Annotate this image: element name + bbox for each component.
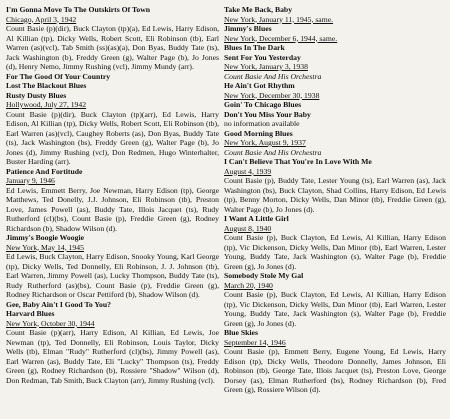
recording-place-date: New York, December 6, 1944, same. — [224, 33, 338, 43]
recording-place-date: New York, May 14, 1945 — [6, 242, 84, 252]
track-title: Blues In The Dark — [224, 43, 285, 52]
track-title: For The Good Of Your Country — [6, 71, 111, 81]
track-title: Blue Skies — [224, 328, 258, 337]
recording-place-date: New York, December 30, 1938 — [224, 90, 320, 100]
track-entry — [224, 5, 446, 24]
track-title: Lost The Blackout Blues — [6, 81, 87, 90]
track-title: Gee, Baby Ain't I Good To You? — [6, 299, 112, 309]
track-entry — [224, 271, 446, 328]
track-entry — [224, 43, 446, 81]
recording-place-date: Hollywood, July 27, 1942 — [6, 100, 87, 109]
recording-place-date: New York, October 30, 1944 — [6, 318, 95, 328]
personnel-text: Count Basie (p), Buck Clayton, Ed Lewis, Al Killian, Harry Edison (tp), Vic Dickenson, Dicky Wells, Dan Minor (tb), Earl Warren, Lester Young, Buddy Tate, Jack Washington (s), Walter Page (b), Freddie Green (g), Jo Jones (d). — [224, 233, 446, 271]
track-title: I'm Gonna Move To The Outskirts Of Town — [6, 5, 151, 14]
right-column — [224, 5, 446, 419]
track-title: He Ain't Got Rhythm — [224, 81, 295, 90]
recording-place-date: New York, January 11, 1945, same. — [224, 14, 334, 24]
track-entry — [6, 300, 219, 386]
recording-place-date: September 14, 1946 — [224, 337, 286, 347]
personnel-text: Count Basie (p)(dir), Buck Clayton (tp)(arr), Ed Lewis, Harry Edison, Al Killian (tp), Dicky Wells, Robert Scott, Eli Robinson (tb), Earl Warren (as)(vcl), Caughey Roberts (as), Don Byas, Buddy Tate (ts), Jack Washington (bs), Freddy Green (g), Walter Page (b), Jo Jones (d), Jimmy Rushing (vcl), Don Redmen, Hugo Winterhalter, Buster Harding (arr). — [6, 109, 219, 166]
recording-place-date: January 9, 1946 — [6, 176, 55, 185]
band-name: Count Basie And His Orchestra — [224, 147, 322, 157]
track-title: Take Me Back, Baby — [224, 5, 293, 14]
track-title: I Can't Believe That You're In Love With Me — [224, 157, 372, 166]
recording-place-date: August 8, 1940 — [224, 223, 272, 233]
recording-place-date: Chicago, April 3, 1942 — [6, 14, 77, 24]
recording-place-date: New York, August 9, 1937 — [224, 138, 306, 147]
track-entry — [224, 100, 446, 129]
track-entry — [6, 72, 219, 167]
personnel-text: Count Basie (p)(arr), Harry Edison, Al Killian, Ed Lewis, Joe Newman (tp), Ted Donnelly, Eli Robinson, Louis Taylor, Dicky Wells (tb), Elman "Rudy" Rutherford (cl)(bs), Jimmy Powell (as), Earl Warren (as), Buddy Tate, Eli "Lucky" Thompson (ts), Freddy Green (g), Rodney Richardson (b), Rossiere "Shadow" Wilson (d), Don Redman, Tab Smith, Buck Clayton (arr), Jimmy Rushing (vcl). — [6, 328, 219, 385]
track-entry — [224, 129, 446, 158]
track-title: I Want A Little Girl — [224, 214, 289, 223]
track-entry — [6, 5, 219, 72]
track-title: Jimmy's Blues — [224, 24, 272, 33]
left-column — [6, 5, 219, 419]
recording-place-date: New York, January 3, 1938 — [224, 62, 308, 71]
personnel-text: Ed Lewis, Emmett Berry, Joe Newman, Harry Edison (tp), George Matthews, Ted Donelly, J.J. Johnson, Eli Robinson (tb), Preston Love, James Powell (as), Buddy Tate, Illois Jacquet (ts), Rudy Rutherford (cl)(bs), Count Basie (p), Freddie Green (g), Rodney Richardson (b), Shadow Wilson (d). — [6, 185, 219, 233]
track-entry — [6, 167, 219, 234]
track-entry — [224, 214, 446, 271]
recording-place-date: March 20, 1940 — [224, 280, 273, 290]
track-title: Patience And Fortitude — [6, 166, 83, 176]
track-title: Rusty Dusty Blues — [6, 90, 67, 100]
track-entry — [224, 81, 446, 100]
personnel-text: Count Basie (p), Emmett Berry, Eugene Young, Ed Lewis, Harry Edison (tp), Dicky Wells, Theodore Donnelly, James Johnson, Eli Robinson (tb), George Tate, Illois Jacquet (ts), Preston Love, George Dorsey (as), Elman Rutherford (bs), Rodney Richardson (b), Fred Green (g), Rossiere Wilson (d). — [224, 347, 446, 394]
band-name: Count Basie And His Orchestra — [224, 71, 322, 81]
track-entry — [6, 233, 219, 300]
recording-place-date: August 4, 1939 — [224, 166, 272, 176]
note-line: no information available — [224, 119, 300, 128]
track-title: Somebody Stole My Gal — [224, 271, 304, 280]
personnel-text: Ed Lewis, Buck Clayton, Harry Edison, Snooky Young, Karl George (tp), Dicky Wells, Ted Donnelly, Eli Robinson, J. J. Johnson (tb), Earl Warren, Jimmy Powell (as), Lucky Thompson, Buddy Tate (ts), Rudy Rutherford (as)(bs), Count Basie (p), Freddie Green (g), Rodney Richardson or Oscar Pettiford (b), Shadow Wilson (d). — [6, 252, 219, 299]
track-title: Sent For You Yesterday — [224, 52, 301, 62]
personnel-text: Count Basie (p)(dir), Buck Clayton (tp)(a), Ed Lewis, Harry Edison, Al Killian (tp), Dicky Wells, Robert Scott, Eli Robinson (tb), Earl Warren (as)(vcl), Tab Smith (ss)(as)(a), Don Byas, Buddy Tate (ts), Jack Washington (b), Freddy Green (g), Walter Page (b), Jo Jones (d), Henry Nemo, Jimmy Rushing (vcl), Jimmy Mundy (arr). — [6, 24, 219, 71]
track-entry — [224, 157, 446, 214]
personnel-text: Count Basie (p), Buck Clayton, Ed Lewis, Al Killian, Harry Edison (tp), Vic Dickenson, Dicky Wells, Dan Minor (tb), Earl Warren, Lester Young, Buddy Tate, Jack Washington (s), Walter Page (b), Freddie Green (g), Jo Jones (d). — [224, 290, 446, 328]
track-title: Good Morning Blues — [224, 128, 293, 138]
track-title: Jimmy's Boogie Woogie — [6, 233, 85, 242]
track-title: Harvard Blues — [6, 309, 55, 318]
track-title: Don't You Miss Your Baby — [224, 109, 311, 119]
track-title: Goin' To Chicago Blues — [224, 100, 302, 109]
track-entry — [224, 328, 446, 395]
track-entry — [224, 24, 446, 43]
personnel-text: Count Basie (p), Buddy Tate, Lester Young (ts), Earl Warren (as), Jack Washington (bs), Buck Clayton, Shad Collins, Harry Edison, Ed Lewis (tp), Benny Morton, Dicky Wells, Dan Minor (tb), Freddie Green (g), Walter Page (b), Jo Jones (d). — [224, 176, 446, 214]
